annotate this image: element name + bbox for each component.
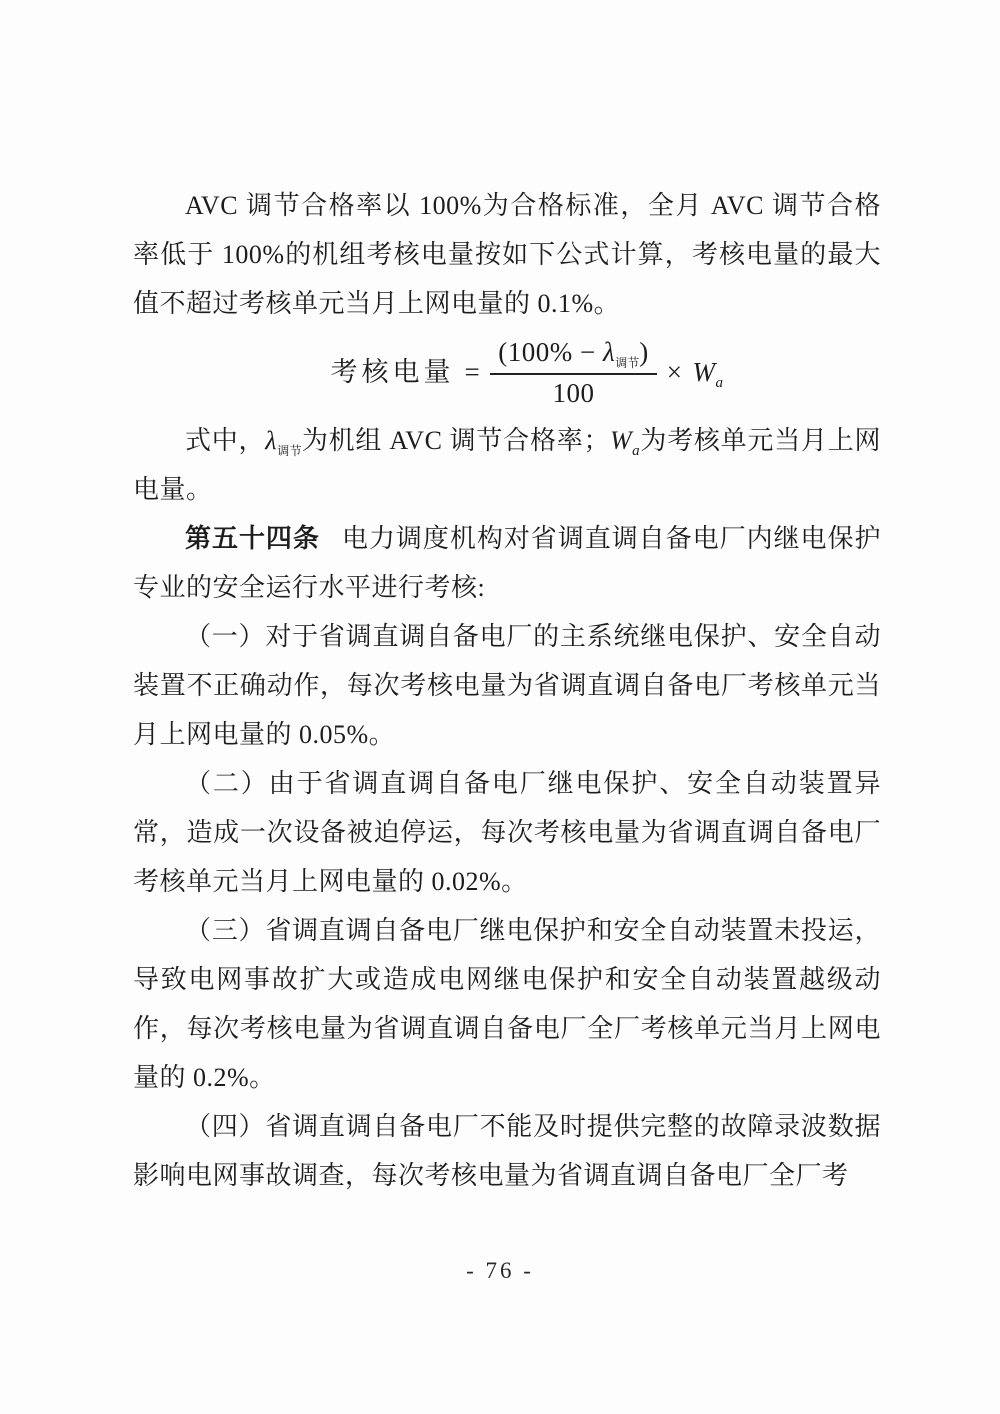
legend-w: W (609, 426, 633, 456)
formula-denominator: 100 (552, 377, 595, 408)
formula-numerator (490, 338, 656, 375)
paragraph-item-3: （三）省调直调自备电厂继电保护和安全自动装置未投运，导致电网事故扩大或造成电网继电保护和安全自动装置越级动作，每次考核电量为省调直调自备电厂全厂考核单元当月上网电量的 0.2%。 (133, 916, 881, 1093)
paragraph-item-4: （四）省调直调自备电厂不能及时提供完整的故障录波数据影响电网事故调查，每次考核电量为省调直调自备电厂全厂考 (133, 1112, 881, 1191)
paragraph-avc-rule: AVC 调节合格率以 100%为合格标准，全月 AVC 调节合格率低于 100%的机组考核电量按如下公式计算，考核电量的最大值不超过考核单元当月上网电量的 0.1%。 (133, 191, 881, 318)
paragraph-item-1: （一）对于省调直调自备电厂的主系统继电保护、安全自动装置不正确动作，每次考核电量为省调直调自备电厂考核单元当月上网电量的 0.05%。 (133, 622, 881, 750)
article-54-number: 第五十四条 (185, 524, 320, 554)
formula-w: W (692, 357, 716, 388)
assessment-formula (173, 338, 881, 408)
formula-w-subscript: a (715, 375, 724, 392)
legend-text-3: 为考核单元当月上网电量。 (133, 426, 881, 505)
paragraph-item-2: （二）由于省调直调自备电厂继电保护、安全自动装置异常，造成一次设备被迫停运，每次考核电量为省调直调自备电厂考核单元当月上网电量的 0.02%。 (133, 769, 881, 897)
formula-lambda: λ (603, 337, 616, 367)
formula-numerator-close: ) (639, 337, 649, 367)
formula-w-variable (692, 357, 724, 392)
formula-times-sign: × (666, 357, 683, 388)
page-number: - 76 - (466, 1258, 534, 1283)
legend-text-1: 式中， (185, 426, 266, 456)
article-54-text: 电力调度机构对省调直调自备电厂内继电保护专业的安全运行水平进行考核: (133, 524, 881, 603)
formula-numerator-open: (100% (498, 337, 573, 367)
formula-minus-sign: − (580, 337, 596, 367)
formula-fraction (490, 338, 656, 408)
formula-lhs: 考核电量 (330, 357, 455, 388)
paragraph-article-54 (133, 514, 881, 612)
legend-text-2: 为机组 AVC 调节合格率； (301, 426, 610, 456)
legend-w-subscript: a (632, 443, 641, 460)
document-body (133, 181, 881, 1200)
formula-equals-sign: = (464, 357, 481, 388)
paragraph-formula-legend (133, 416, 881, 514)
formula-lambda-subscript: 调节 (615, 356, 640, 370)
legend-lambda-subscript: 调节 (277, 444, 302, 459)
legend-lambda: λ (265, 426, 278, 456)
